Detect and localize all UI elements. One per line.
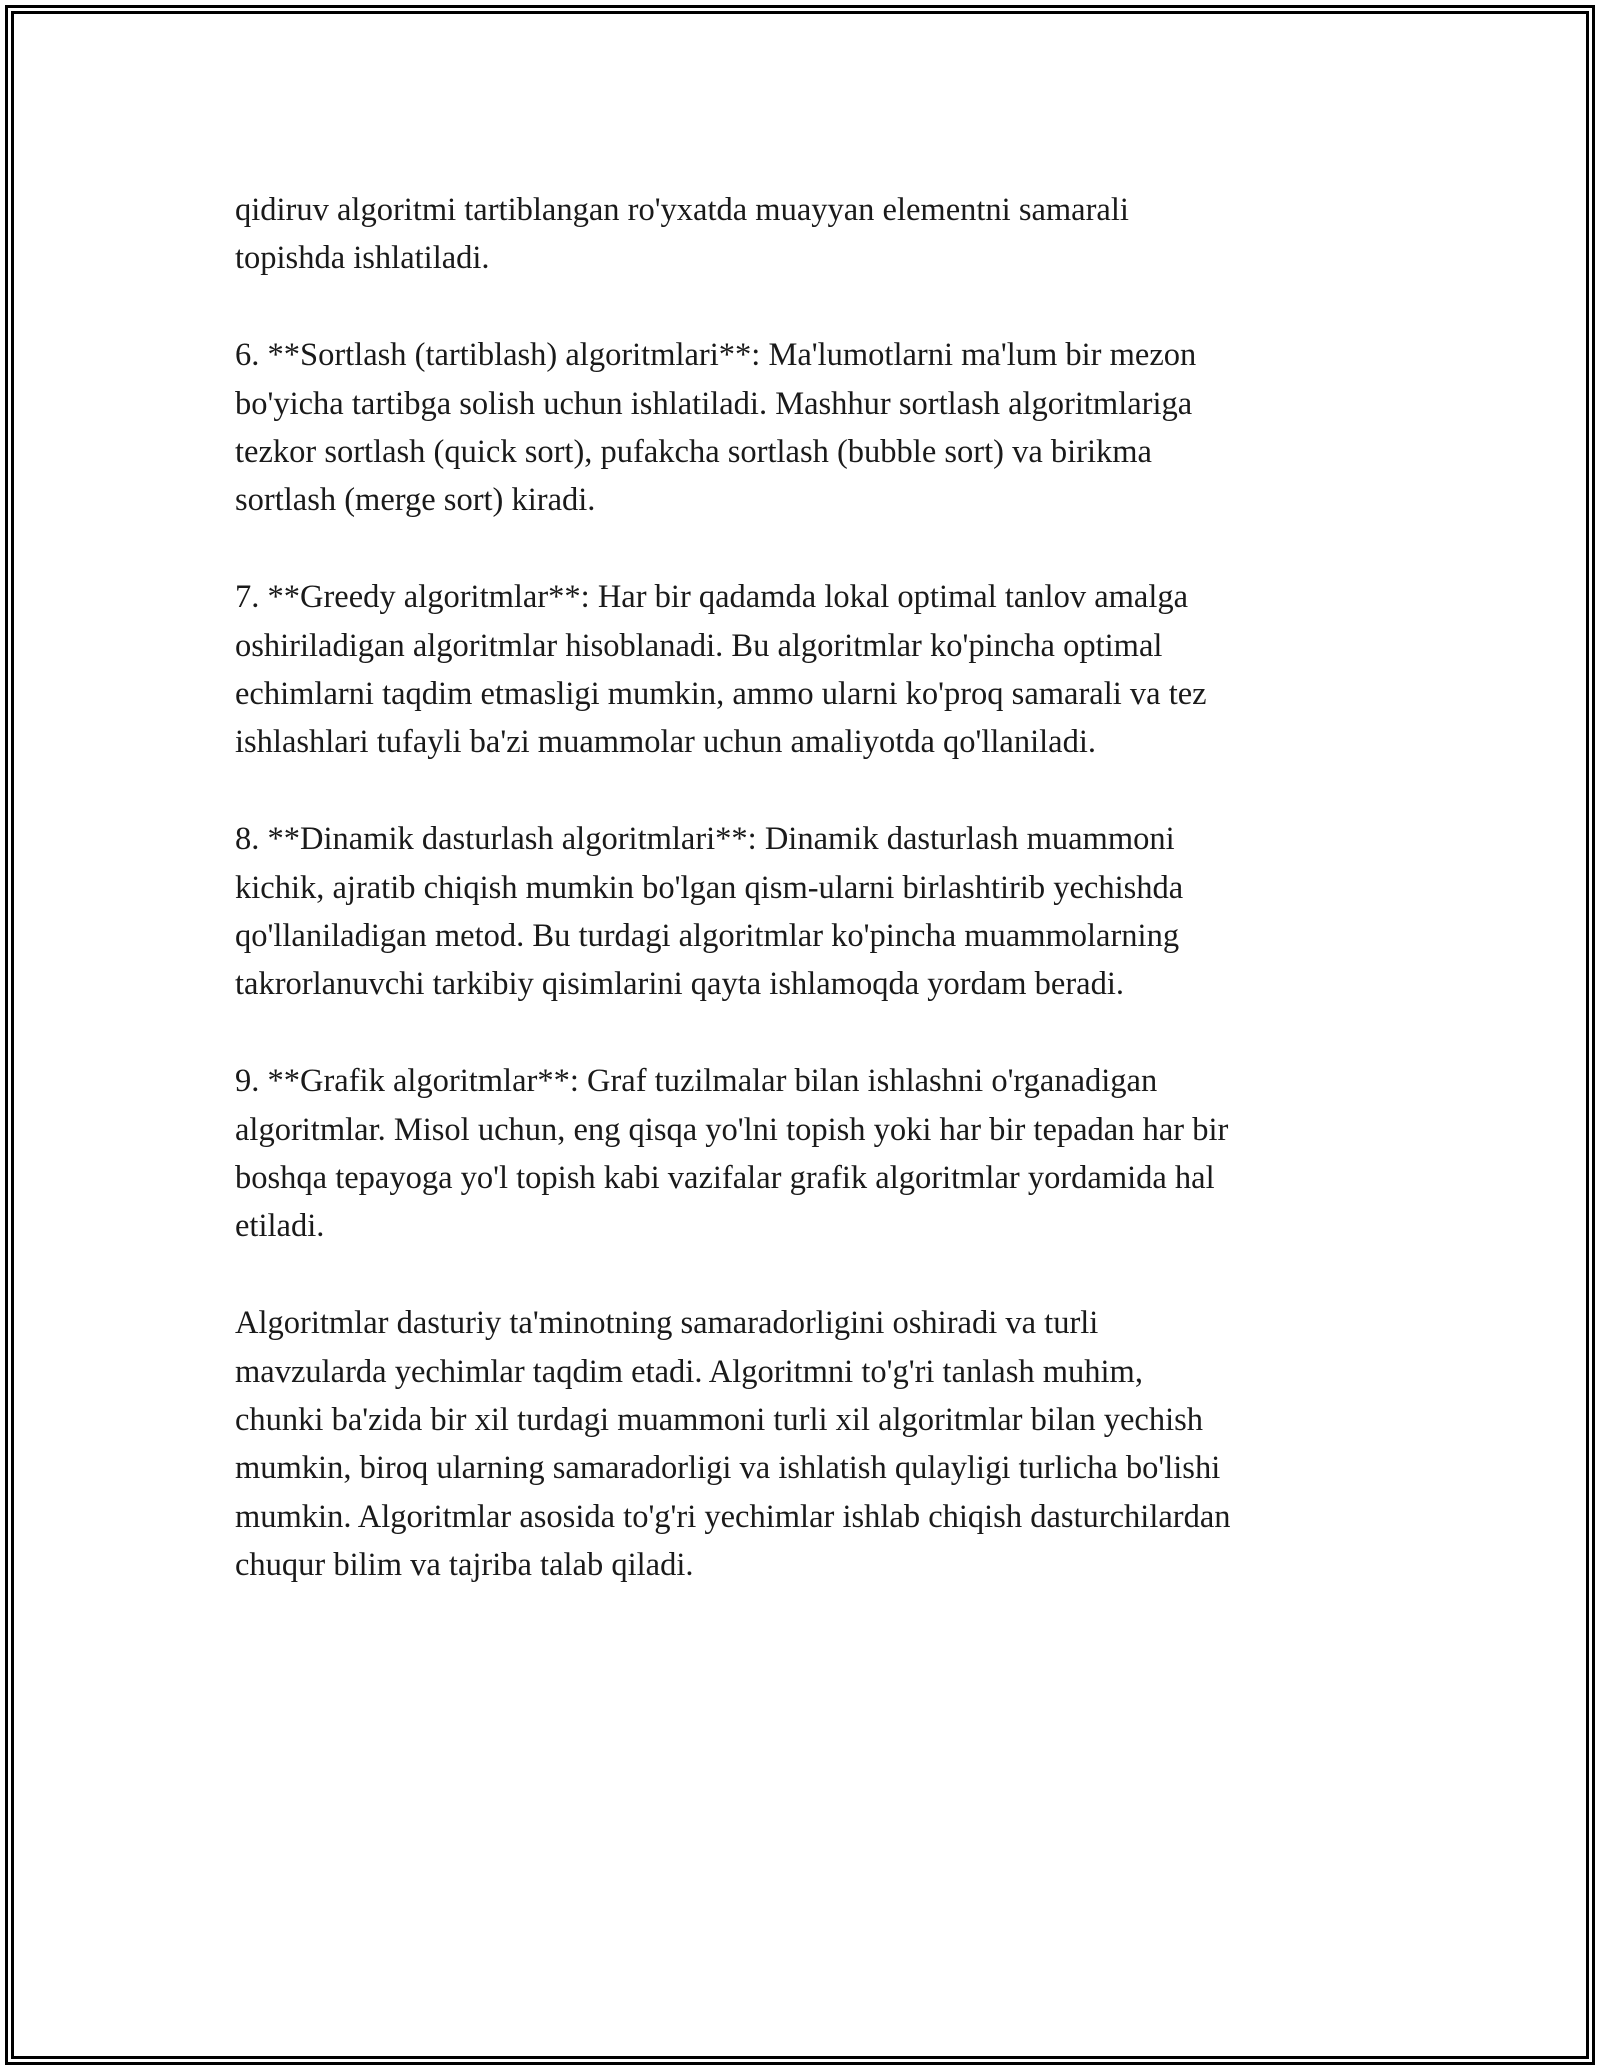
text-line: mumkin, biroq ularning samaradorligi va ishlatish qulayligi turlicha bo'lishi — [235, 1450, 1221, 1487]
text-line: kichik, ajratib chiqish mumkin bo'lgan qism-ularni birlashtirib yechishda — [235, 869, 1184, 906]
text-line: 9. **Grafik algoritmlar**: Graf tuzilmalar bilan ishlashni o'rganadigan — [235, 1063, 1158, 1100]
text-line: 7. **Greedy algoritmlar**: Har bir qadamda lokal optimal tanlov amalga — [235, 579, 1189, 616]
paragraph-conclusion — [235, 1299, 1375, 1589]
text-line: tezkor sortlash (quick sort), pufakcha sortlash (bubble sort) va birikma — [235, 434, 1152, 471]
text-line: qo'llaniladigan metod. Bu turdagi algoritmlar ko'pincha muammolarning — [235, 918, 1180, 955]
text-line: topishda ishlatiladi. — [235, 240, 490, 277]
text-line: chunki ba'zida bir xil turdagi muammoni turli xil algoritmlar bilan yechish — [235, 1402, 1204, 1439]
text-line: chuqur bilim va tajriba talab qiladi. — [235, 1547, 694, 1584]
text-line: bo'yicha tartibga solish uchun ishlatiladi. Mashhur sortlash algoritmlariga — [235, 385, 1193, 422]
paragraph-greedy-algorithms — [235, 573, 1375, 767]
text-line: sortlash (merge sort) kiradi. — [235, 482, 596, 519]
document-body — [235, 186, 1375, 1638]
text-line: boshqa tepayoga yo'l topish kabi vazifalar grafik algoritmlar yordamida hal — [235, 1160, 1215, 1197]
paragraph-sorting-algorithms — [235, 331, 1375, 525]
text-line: Algoritmlar dasturiy ta'minotning samaradorligini oshiradi va turli — [235, 1305, 1099, 1342]
paragraph-dynamic-programming — [235, 815, 1375, 1009]
text-line: 6. **Sortlash (tartiblash) algoritmlari**: Ma'lumotlarni ma'lum bir mezon — [235, 337, 1197, 374]
text-line: qidiruv algoritmi tartiblangan ro'yxatda muayyan elementni samarali — [235, 192, 1129, 228]
text-line: etiladi. — [235, 1208, 325, 1245]
text-line: mavzularda yechimlar taqdim etadi. Algoritmni to'g'ri tanlash muhim, — [235, 1353, 1143, 1390]
text-line: ishlashlari tufayli ba'zi muammolar uchun amaliyotda qo'llaniladi. — [235, 724, 1096, 761]
text-line: oshiriladigan algoritmlar hisoblanadi. Bu algoritmlar ko'pincha optimal — [235, 627, 1163, 664]
text-line: echimlarni taqdim etmasligi mumkin, ammo ularni ko'proq samarali va tez — [235, 676, 1207, 713]
paragraph-graph-algorithms — [235, 1057, 1375, 1251]
paragraph-search-continuation — [235, 186, 1375, 283]
text-line: algoritmlar. Misol uchun, eng qisqa yo'lni topish yoki har bir tepadan har bir — [235, 1111, 1229, 1148]
text-line: 8. **Dinamik dasturlash algoritmlari**: Dinamik dasturlash muammoni — [235, 821, 1175, 858]
text-line: takrorlanuvchi tarkibiy qisimlarini qayta ishlamoqda yordam beradi. — [235, 966, 1124, 1003]
text-line: mumkin. Algoritmlar asosida to'g'ri yechimlar ishlab chiqish dasturchilardan — [235, 1498, 1231, 1535]
